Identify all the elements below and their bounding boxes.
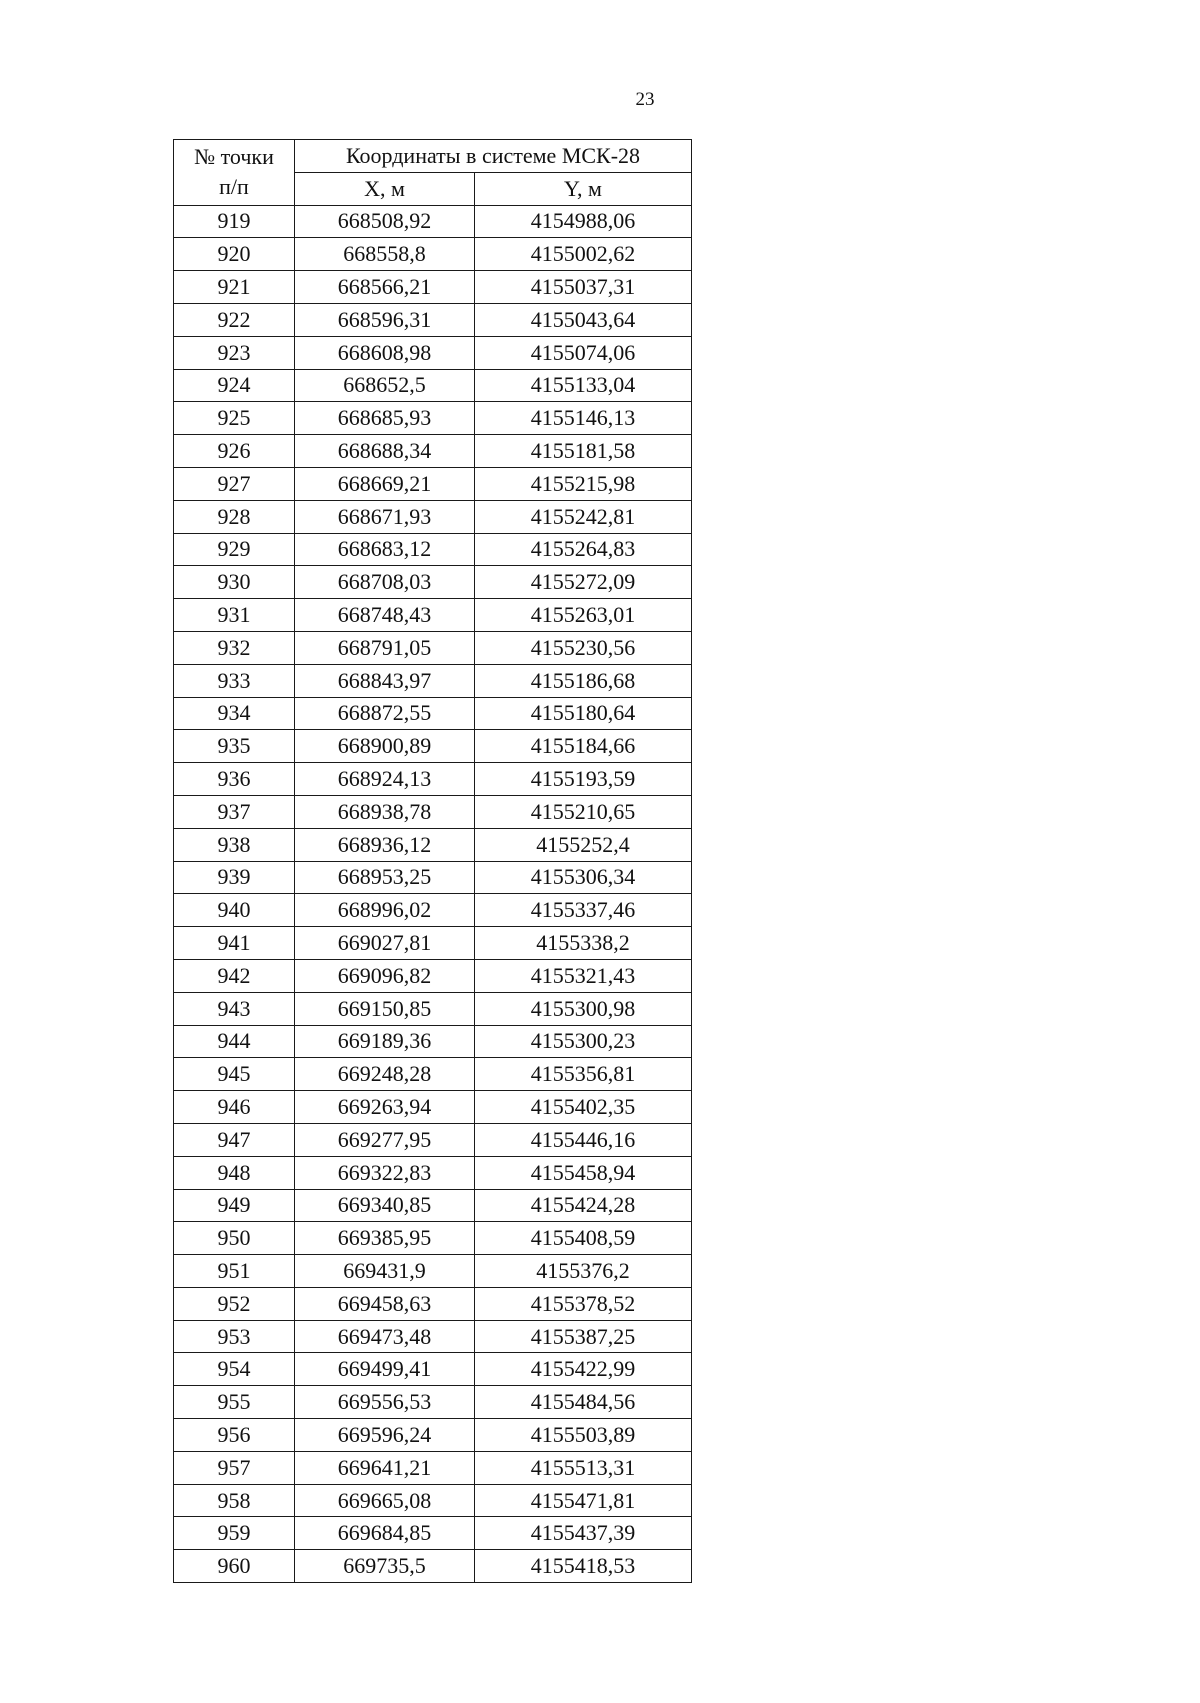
x-coordinate-cell: 668872,55 [295,697,475,730]
table-row [174,1287,692,1320]
point-number-cell: 948 [174,1156,295,1189]
y-coordinate-cell: 4155037,31 [475,271,692,304]
point-number-cell: 922 [174,303,295,336]
table-row [174,894,692,927]
point-number-cell: 925 [174,402,295,435]
x-coordinate-cell: 669556,53 [295,1386,475,1419]
x-coordinate-cell: 668936,12 [295,828,475,861]
point-number-cell: 930 [174,566,295,599]
y-coordinate-cell: 4155181,58 [475,435,692,468]
table-row [174,500,692,533]
y-coordinate-cell: 4155471,81 [475,1484,692,1517]
x-coordinate-cell: 668566,21 [295,271,475,304]
point-number-cell: 947 [174,1123,295,1156]
point-number-cell: 927 [174,467,295,500]
y-coordinate-cell: 4155230,56 [475,631,692,664]
coordinates-group-header: Координаты в системе МСК-28 [295,140,692,173]
x-coordinate-cell: 669473,48 [295,1320,475,1353]
x-coordinate-cell: 669096,82 [295,959,475,992]
point-number-cell: 936 [174,763,295,796]
point-number-cell: 946 [174,1091,295,1124]
x-coordinate-cell: 669340,85 [295,1189,475,1222]
point-number-cell: 943 [174,992,295,1025]
y-coordinate-cell: 4155043,64 [475,303,692,336]
y-coordinate-cell: 4155193,59 [475,763,692,796]
y-coordinate-cell: 4155306,34 [475,861,692,894]
table-row [174,795,692,828]
x-coordinate-cell: 669665,08 [295,1484,475,1517]
y-coordinate-cell: 4155458,94 [475,1156,692,1189]
table-row [174,1353,692,1386]
point-number-cell: 941 [174,927,295,960]
page-number: 23 [635,89,655,110]
point-number-cell: 942 [174,959,295,992]
table-row [174,861,692,894]
table-row [174,1222,692,1255]
y-coordinate-cell: 4155503,89 [475,1419,692,1452]
y-coordinate-cell: 4155378,52 [475,1287,692,1320]
x-coordinate-cell: 668938,78 [295,795,475,828]
x-coordinate-cell: 669150,85 [295,992,475,1025]
table-row [174,1484,692,1517]
x-coordinate-cell: 669641,21 [295,1451,475,1484]
point-number-cell: 926 [174,435,295,468]
table-body [174,205,692,1582]
x-coordinate-cell: 669385,95 [295,1222,475,1255]
point-number-cell: 944 [174,1025,295,1058]
table-row [174,238,692,271]
x-coordinate-cell: 668748,43 [295,599,475,632]
y-coordinate-cell: 4155074,06 [475,336,692,369]
table-row [174,730,692,763]
x-coordinate-cell: 668508,92 [295,205,475,238]
x-coordinate-cell: 669189,36 [295,1025,475,1058]
point-number-cell: 960 [174,1550,295,1583]
point-number-cell: 949 [174,1189,295,1222]
table-row [174,664,692,697]
table-row [174,1386,692,1419]
y-coordinate-cell: 4154988,06 [475,205,692,238]
table-row [174,1189,692,1222]
y-coordinate-cell: 4155446,16 [475,1123,692,1156]
table-row [174,828,692,861]
table-row [174,599,692,632]
table-row [174,1156,692,1189]
point-number-cell: 934 [174,697,295,730]
y-coordinate-cell: 4155264,83 [475,533,692,566]
y-coordinate-cell: 4155184,66 [475,730,692,763]
y-column-header: Y, м [475,172,692,205]
table-row [174,1550,692,1583]
y-coordinate-cell: 4155215,98 [475,467,692,500]
table-row [174,336,692,369]
y-coordinate-cell: 4155424,28 [475,1189,692,1222]
x-coordinate-cell: 668924,13 [295,763,475,796]
point-number-cell: 935 [174,730,295,763]
x-coordinate-cell: 669263,94 [295,1091,475,1124]
table-row [174,959,692,992]
x-coordinate-cell: 668671,93 [295,500,475,533]
x-coordinate-cell: 669458,63 [295,1287,475,1320]
table-row [174,1255,692,1288]
point-number-cell: 938 [174,828,295,861]
y-coordinate-cell: 4155321,43 [475,959,692,992]
point-number-cell: 920 [174,238,295,271]
x-coordinate-cell: 669027,81 [295,927,475,960]
x-coordinate-cell: 669596,24 [295,1419,475,1452]
x-coordinate-cell: 668953,25 [295,861,475,894]
x-coordinate-cell: 668843,97 [295,664,475,697]
point-number-cell: 919 [174,205,295,238]
x-coordinate-cell: 668996,02 [295,894,475,927]
table-row [174,303,692,336]
y-coordinate-cell: 4155484,56 [475,1386,692,1419]
table-row [174,533,692,566]
point-number-cell: 954 [174,1353,295,1386]
table-row [174,1320,692,1353]
point-number-header-label: № точки [194,144,274,170]
y-coordinate-cell: 4155300,98 [475,992,692,1025]
y-coordinate-cell: 4155376,2 [475,1255,692,1288]
table-row [174,992,692,1025]
table-header [174,140,692,206]
table-row [174,1517,692,1550]
table-row [174,435,692,468]
y-coordinate-cell: 4155422,99 [475,1353,692,1386]
point-number-cell: 931 [174,599,295,632]
x-coordinate-cell: 668900,89 [295,730,475,763]
x-coordinate-cell: 668652,5 [295,369,475,402]
table-row [174,271,692,304]
x-coordinate-cell: 668608,98 [295,336,475,369]
y-coordinate-cell: 4155402,35 [475,1091,692,1124]
point-number-cell: 921 [174,271,295,304]
y-coordinate-cell: 4155387,25 [475,1320,692,1353]
point-number-cell: 951 [174,1255,295,1288]
table-row [174,467,692,500]
y-coordinate-cell: 4155210,65 [475,795,692,828]
point-number-cell: 932 [174,631,295,664]
y-coordinate-cell: 4155418,53 [475,1550,692,1583]
x-column-header: X, м [295,172,475,205]
point-number-cell: 923 [174,336,295,369]
y-coordinate-cell: 4155437,39 [475,1517,692,1550]
point-number-cell: 955 [174,1386,295,1419]
y-coordinate-cell: 4155242,81 [475,500,692,533]
x-coordinate-cell: 669684,85 [295,1517,475,1550]
y-coordinate-cell: 4155180,64 [475,697,692,730]
y-coordinate-cell: 4155252,4 [475,828,692,861]
x-coordinate-cell: 668558,8 [295,238,475,271]
point-number-cell: 924 [174,369,295,402]
y-coordinate-cell: 4155263,01 [475,599,692,632]
point-number-cell: 940 [174,894,295,927]
table-row [174,1451,692,1484]
x-coordinate-cell: 668791,05 [295,631,475,664]
x-coordinate-cell: 669499,41 [295,1353,475,1386]
table-row [174,1123,692,1156]
table-row [174,1091,692,1124]
table-row [174,566,692,599]
y-coordinate-cell: 4155146,13 [475,402,692,435]
x-coordinate-cell: 668683,12 [295,533,475,566]
table-row [174,402,692,435]
point-number-cell: 952 [174,1287,295,1320]
y-coordinate-cell: 4155272,09 [475,566,692,599]
y-coordinate-cell: 4155408,59 [475,1222,692,1255]
point-number-cell: 939 [174,861,295,894]
point-number-cell: 953 [174,1320,295,1353]
x-coordinate-cell: 669277,95 [295,1123,475,1156]
point-number-cell: 945 [174,1058,295,1091]
x-coordinate-cell: 668708,03 [295,566,475,599]
x-coordinate-cell: 669248,28 [295,1058,475,1091]
y-coordinate-cell: 4155002,62 [475,238,692,271]
table-row [174,631,692,664]
x-coordinate-cell: 668688,34 [295,435,475,468]
table-row [174,763,692,796]
point-number-cell: 959 [174,1517,295,1550]
y-coordinate-cell: 4155300,23 [475,1025,692,1058]
point-number-cell: 928 [174,500,295,533]
table-row [174,1025,692,1058]
x-coordinate-cell: 668596,31 [295,303,475,336]
point-number-cell: 929 [174,533,295,566]
table-row [174,369,692,402]
point-number-header-sublabel: п/п [219,174,249,200]
x-coordinate-cell: 669735,5 [295,1550,475,1583]
point-number-header [174,140,295,206]
x-coordinate-cell: 668685,93 [295,402,475,435]
y-coordinate-cell: 4155513,31 [475,1451,692,1484]
point-number-cell: 957 [174,1451,295,1484]
y-coordinate-cell: 4155133,04 [475,369,692,402]
coordinates-table [173,139,692,1583]
table-row [174,927,692,960]
x-coordinate-cell: 668669,21 [295,467,475,500]
point-number-cell: 937 [174,795,295,828]
table-row [174,697,692,730]
y-coordinate-cell: 4155337,46 [475,894,692,927]
table-row [174,1419,692,1452]
point-number-cell: 950 [174,1222,295,1255]
y-coordinate-cell: 4155356,81 [475,1058,692,1091]
table-row [174,1058,692,1091]
point-number-cell: 933 [174,664,295,697]
y-coordinate-cell: 4155338,2 [475,927,692,960]
point-number-cell: 956 [174,1419,295,1452]
header-row-top [174,140,692,173]
x-coordinate-cell: 669322,83 [295,1156,475,1189]
point-number-cell: 958 [174,1484,295,1517]
x-coordinate-cell: 669431,9 [295,1255,475,1288]
y-coordinate-cell: 4155186,68 [475,664,692,697]
table-row [174,205,692,238]
